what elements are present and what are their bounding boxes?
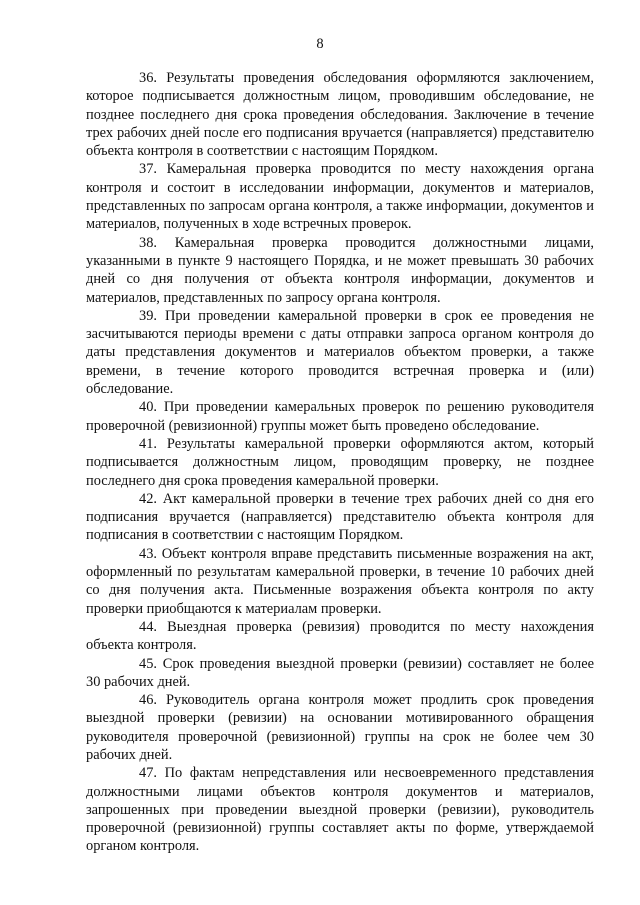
paragraph-46: 46. Руководитель органа контроля может продлить срок проведения выездной проверки (ревизии) на основании мотивированного обращения руководителя проверочной (ревизионной) группы на срок не более чем 30 рабочих дней. — [86, 692, 594, 763]
paragraph-44: 44. Выездная проверка (ревизия) проводится по месту нахождения объекта контроля. — [86, 618, 594, 654]
paragraph-36: 36. Результаты проведения обследования оформляются заключением, которое подписывается должностным лицом, проводившим обследование, не позднее последнего дня срока проведения обследования. Заключение в течение трех рабочих дней после его подписания вручается (направляется) представителю объекта контроля в соответствии с настоящим Порядком. — [86, 70, 594, 160]
paragraph-39: 39. При проведении камеральной проверки в срок ее проведения не засчитываются периоды времени с даты отправки запроса органом контроля до даты представления документов и материалов объектом проверки, а также времени, в течение которого проводится встречная проверка и (или) обследование. — [86, 307, 594, 398]
paragraph-37: 37. Камеральная проверка проводится по месту нахождения органа контроля и состоит в исследовании информации, документов и материалов, представленных по запросам органа контроля, а также информации, документов и материалов, полученных в ходе встречных проверок. — [86, 161, 594, 233]
paragraph-38: 38. Камеральная проверка проводится должностными лицами, указанными в пункте 9 настоящего Порядка, и не может превышать 30 рабочих дней со дня получения от объекта контроля информации, документов и материалов, представленных по запросу органа контроля. — [86, 234, 594, 306]
document-body — [86, 69, 594, 856]
paragraph-47: 47. По фактам непредставления или несвоевременного представления должностными лицами объектов контроля документов и материалов, запрошенных при проведении выездной проверки (ревизии), руководитель проверочной (ревизионной) группы составляет акты по форме, утверждаемой органом контроля. — [86, 765, 594, 855]
paragraph-45: 45. Срок проведения выездной проверки (ревизии) составляет не более 30 рабочих дней. — [86, 655, 594, 690]
paragraph-40: 40. При проведении камеральных проверок по решению руководителя проверочной (ревизионной) группы может быть проведено обследование. — [86, 399, 594, 434]
paragraph-42: 42. Акт камеральной проверки в течение трех рабочих дней со дня его подписания вручается (направляется) представителю объекта контроля для подписания в соответствии с настоящим Порядком. — [86, 490, 594, 544]
paragraph-43: 43. Объект контроля вправе представить письменные возражения на акт, оформленный по результатам камеральной проверки, в течение 10 рабочих дней со дня получения акта. Письменные возражения объекта контроля по акту проверки приобщаются к материалам проверки. — [86, 545, 594, 617]
paragraph-41: 41. Результаты камеральной проверки оформляются актом, который подписывается должностным лицом, проводящим проверку, не позднее последнего дня срока проведения камеральной проверки. — [86, 435, 594, 489]
page-number: 8 — [316, 36, 324, 52]
